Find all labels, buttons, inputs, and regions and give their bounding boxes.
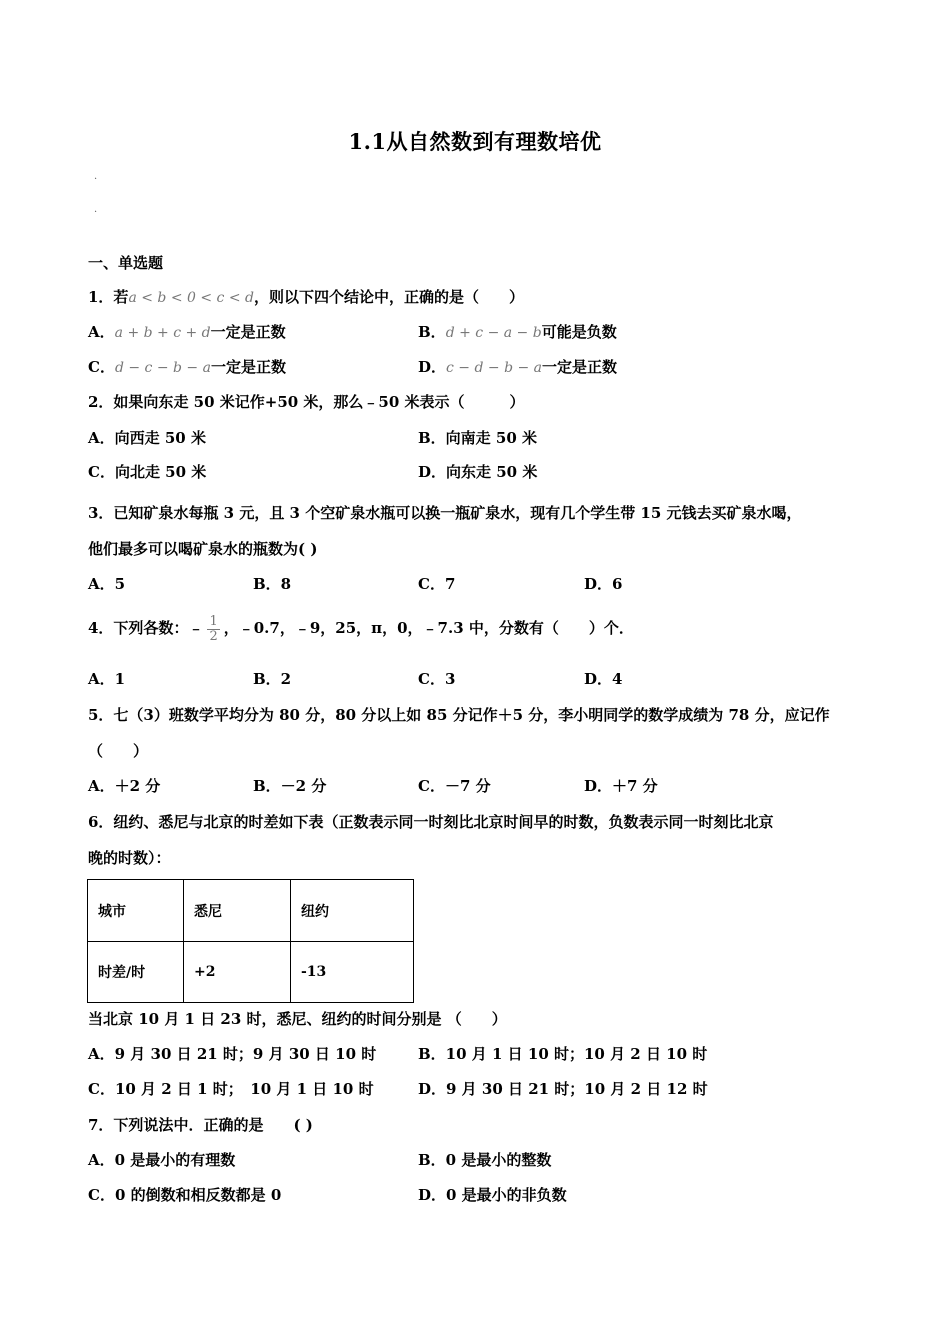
question-6-stem-after: 当北京 10 月 1 日 23 时，悉尼、纽约的时间分别是 （ ） — [88, 1010, 507, 1028]
q6-option-a[interactable]: A．9 月 30 日 21 时；9 月 30 日 10 时 — [88, 1045, 377, 1063]
q7-option-b[interactable]: B．0 是最小的整数 — [418, 1151, 552, 1169]
question-3-stem-line2: 他们最多可以喝矿泉水的瓶数为( ) — [88, 540, 318, 558]
question-7-stem: 7．下列说法中．正确的是 ( ) — [88, 1116, 313, 1134]
q5-option-b[interactable]: B．－2 分 — [253, 777, 327, 795]
question-5-stem-line1: 5．七（3）班数学平均分为 80 分，80 分以上如 85 分记作＋5 分，李小明同学的数学成绩为 78 分，应记作 — [88, 706, 830, 724]
q1-option-a[interactable]: A．a + b + c + d一定是正数 — [88, 323, 286, 341]
table-cell: 城市 — [88, 880, 184, 942]
q4-option-a[interactable]: A．1 — [88, 670, 126, 688]
page-title: 1.1从自然数到有理数培优 — [348, 129, 602, 154]
q3-option-a[interactable]: A．5 — [88, 575, 126, 593]
q5-option-d[interactable]: D．＋7 分 — [584, 777, 658, 795]
q2-option-c[interactable]: C．向北走 50 米 — [88, 463, 207, 481]
q3-option-d[interactable]: D．6 — [584, 575, 623, 593]
q4-option-d[interactable]: D．4 — [584, 670, 623, 688]
time-difference-table — [87, 879, 414, 1003]
q1-option-d[interactable]: D．c − d − b − a一定是正数 — [418, 358, 618, 376]
table-cell: 纽约 — [291, 880, 414, 942]
paragraph-mark: · — [94, 207, 98, 218]
q2-option-a[interactable]: A．向西走 50 米 — [88, 429, 206, 447]
table-cell: 时差/时 — [88, 942, 184, 1003]
question-4-stem: 4．下列各数：﹣ $\frac{1}{2}$ ，﹣0.7，﹣9，25，π，0，﹣7.3 中，分数有（ ）个． — [88, 613, 634, 644]
q5-option-c[interactable]: C．－7 分 — [418, 777, 491, 795]
table-header-row — [88, 880, 414, 942]
table-cell: -13 — [291, 942, 414, 1003]
q4-option-b[interactable]: B．2 — [253, 670, 292, 688]
q5-option-a[interactable]: A．＋2 分 — [88, 777, 161, 795]
q3-option-b[interactable]: B．8 — [253, 575, 292, 593]
q2-option-d[interactable]: D．向东走 50 米 — [418, 463, 538, 481]
question-1-stem: 1．若a < b < 0 < c < d，则以下四个结论中，正确的是（ ） — [88, 288, 524, 306]
q3-option-c[interactable]: C．7 — [418, 575, 456, 593]
section-heading: 一、单选题 — [88, 254, 164, 272]
q7-option-d[interactable]: D．0 是最小的非负数 — [418, 1186, 567, 1204]
fraction: $\frac{1}{2}$ — [209, 613, 218, 644]
question-3-stem-line1: 3．已知矿泉水每瓶 3 元，且 3 个空矿泉水瓶可以换一瓶矿泉水，现有几个学生带 15 元钱去买矿泉水喝， — [88, 504, 802, 522]
question-6-stem-line1: 6．纽约、悉尼与北京的时差如下表（正数表示同一时刻比北京时间早的时数，负数表示同一时刻比北京 — [88, 813, 774, 831]
q7-option-c[interactable]: C．0 的倒数和相反数都是 0 — [88, 1186, 282, 1204]
table-cell: 悉尼 — [184, 880, 291, 942]
math-expression: a < b < 0 < c < d — [128, 290, 254, 306]
q6-option-d[interactable]: D．9 月 30 日 21 时；10 月 2 日 12 时 — [418, 1080, 708, 1098]
q1-option-c[interactable]: C．d − c − b − a一定是正数 — [88, 358, 286, 376]
paragraph-mark: · — [94, 174, 98, 185]
q6-option-c[interactable]: C．10 月 2 日 1 时； 10 月 1 日 10 时 — [88, 1080, 374, 1098]
q1-option-b[interactable]: B．d + c − a − b可能是负数 — [418, 323, 617, 341]
table-row — [88, 942, 414, 1003]
q7-option-a[interactable]: A．0 是最小的有理数 — [88, 1151, 236, 1169]
table-cell: +2 — [184, 942, 291, 1003]
q4-option-c[interactable]: C．3 — [418, 670, 456, 688]
q6-option-b[interactable]: B．10 月 1 日 10 时；10 月 2 日 10 时 — [418, 1045, 708, 1063]
q2-option-b[interactable]: B．向南走 50 米 — [418, 429, 537, 447]
question-5-stem-line2: （ ） — [88, 742, 149, 760]
question-6-stem-line2: 晚的时数）： — [88, 849, 171, 867]
question-2-stem: 2．如果向东走 50 米记作+50 米，那么﹣50 米表示（ ） — [88, 393, 525, 411]
